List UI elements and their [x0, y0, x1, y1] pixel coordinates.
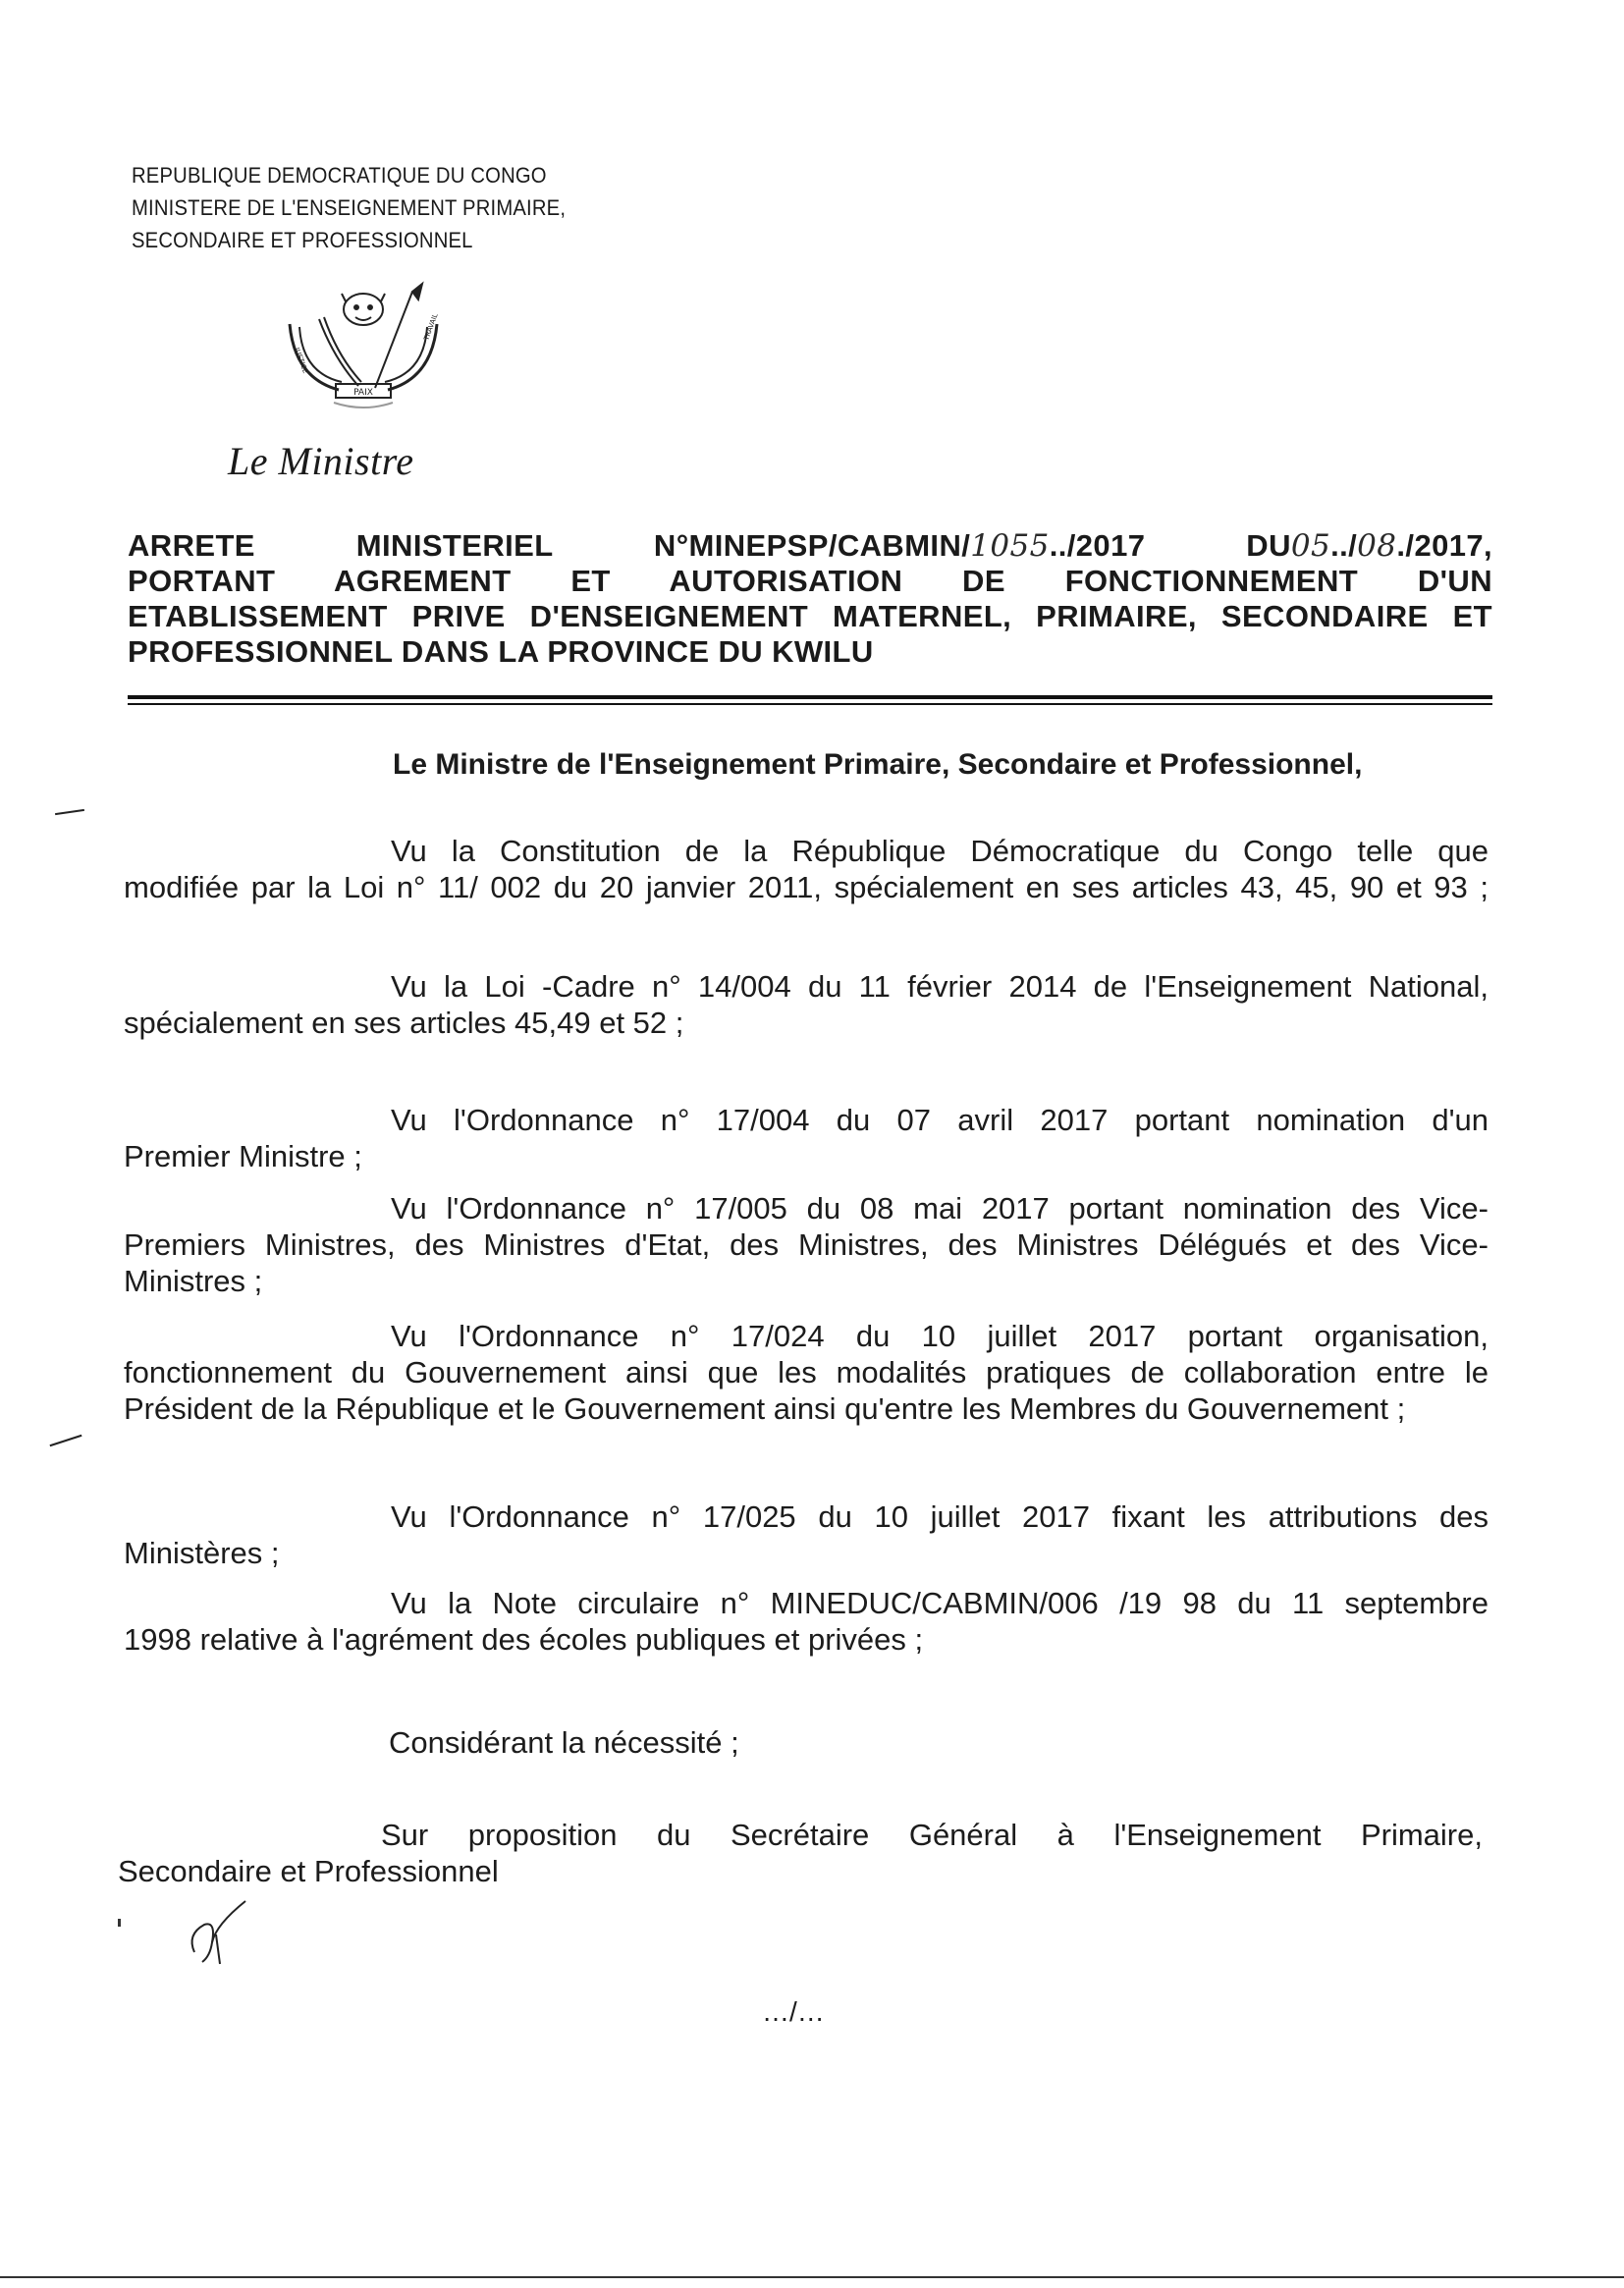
emblem-banner-right: TRAVAIL: [422, 312, 440, 342]
text-line: Sur proposition du Secrétaire Général à l'Enseignement Primaire,: [381, 1818, 1483, 1852]
handwritten-month: 08: [1357, 528, 1397, 564]
handwritten-day: 05: [1290, 528, 1331, 564]
text-line: Vu l'Ordonnance n° 17/024 du 10 juillet 2017 portant organisation,: [391, 1319, 1489, 1353]
visa-loi-cadre: [124, 968, 1489, 1041]
handwritten-number: 1055: [970, 528, 1050, 564]
intro-heading: Le Ministre de l'Enseignement Primaire, Secondaire et Professionnel,: [393, 748, 1363, 781]
visa-constitution: [124, 833, 1489, 905]
visa-ordonnance-17-004: [124, 1102, 1489, 1174]
emblem-banner-bottom: PAIX: [353, 388, 373, 398]
text-line: Premiers Ministres, des Ministres d'Etat, des Ministres, des Ministres Délégués et des Vice-: [124, 1227, 1489, 1262]
text-line: Vu la Loi -Cadre n° 14/004 du 11 février 2014 de l'Enseignement National,: [391, 969, 1489, 1004]
text-line: Vu l'Ordonnance n° 17/005 du 08 mai 2017 portant nomination des Vice-: [391, 1191, 1489, 1226]
visa-ordonnance-17-024: [124, 1318, 1489, 1427]
visa-note-circulaire: [124, 1585, 1489, 1658]
text-line: Président de la République et le Gouvernement ainsi qu'entre les Membres du Gouvernement ;: [124, 1391, 1406, 1426]
text-line: Vu la Note circulaire n° MINEDUC/CABMIN/006 /19 98 du 11 septembre: [391, 1586, 1489, 1620]
handwritten-paraph-signature: [177, 1895, 265, 1974]
arrete-line-2: PORTANT AGREMENT ET AUTORISATION DE FONCTIONNEMENT D'UN: [128, 564, 1492, 598]
text-line: Secondaire et Professionnel: [118, 1854, 499, 1888]
text-line: spécialement en ses articles 45,49 et 52 ;: [124, 1006, 684, 1040]
arrete-line-4: PROFESSIONNEL DANS LA PROVINCE DU KWILU: [128, 634, 874, 669]
text-line: Premier Ministre ;: [124, 1139, 362, 1173]
arrete-word: MINISTERIEL: [355, 528, 553, 563]
arrete-line-3: ETABLISSEMENT PRIVE D'ENSEIGNEMENT MATERNEL, PRIMAIRE, SECONDAIRE ET: [128, 599, 1492, 633]
scan-margin-mark: [55, 809, 84, 815]
emblem-banner-left: JUSTICE: [293, 346, 309, 375]
sur-proposition: [118, 1817, 1483, 1889]
text-line: Vu la Constitution de la République Démocratique du Congo telle que: [391, 834, 1489, 868]
header-country: REPUBLIQUE DEMOCRATIQUE DU CONGO: [132, 163, 547, 188]
ink-mark: [118, 1919, 121, 1927]
text-line: Vu l'Ordonnance n° 17/025 du 10 juillet 2017 fixant les attributions des: [391, 1499, 1489, 1534]
header-ministry-line2: SECONDAIRE ET PROFESSIONNEL: [132, 228, 473, 252]
arrete-date: DU05../08./2017,: [1246, 528, 1492, 564]
arrete-line-1: [128, 528, 1492, 564]
text-line: Ministres ;: [124, 1264, 263, 1298]
text-line: fonctionnement du Gouvernement ainsi que les modalités pratiques de collaboration entre le: [124, 1355, 1489, 1389]
coat-of-arms-emblem: [265, 280, 461, 417]
signatory-title: Le Ministre: [228, 439, 414, 483]
header-ministry-line1: MINISTERE DE L'ENSEIGNEMENT PRIMAIRE,: [132, 195, 567, 220]
visa-ordonnance-17-005: [124, 1190, 1489, 1299]
continued-marker: …/…: [762, 1996, 825, 2027]
considerant: Considérant la nécessité ;: [389, 1725, 739, 1760]
scan-bottom-edge: [0, 2276, 1624, 2278]
arrete-word: ARRETE: [128, 528, 255, 563]
divider-rule: [128, 703, 1492, 705]
text-line: modifiée par la Loi n° 11/ 002 du 20 janvier 2011, spécialement en ses articles 43, 45, 90 et 93 ;: [124, 870, 1489, 904]
scan-margin-mark: [50, 1435, 82, 1446]
text-line: 1998 relative à l'agrément des écoles publiques et privées ;: [124, 1622, 924, 1657]
arrete-title-block: [128, 528, 1492, 670]
divider-rule: [128, 695, 1492, 699]
visa-ordonnance-17-025: [124, 1498, 1489, 1571]
arrete-number: N°MINEPSP/CABMIN/1055../2017: [653, 528, 1146, 564]
text-line: Ministères ;: [124, 1536, 280, 1570]
coat-of-arms-icon: [265, 280, 461, 417]
text-line: Vu l'Ordonnance n° 17/004 du 07 avril 2017 portant nomination d'un: [391, 1103, 1489, 1137]
